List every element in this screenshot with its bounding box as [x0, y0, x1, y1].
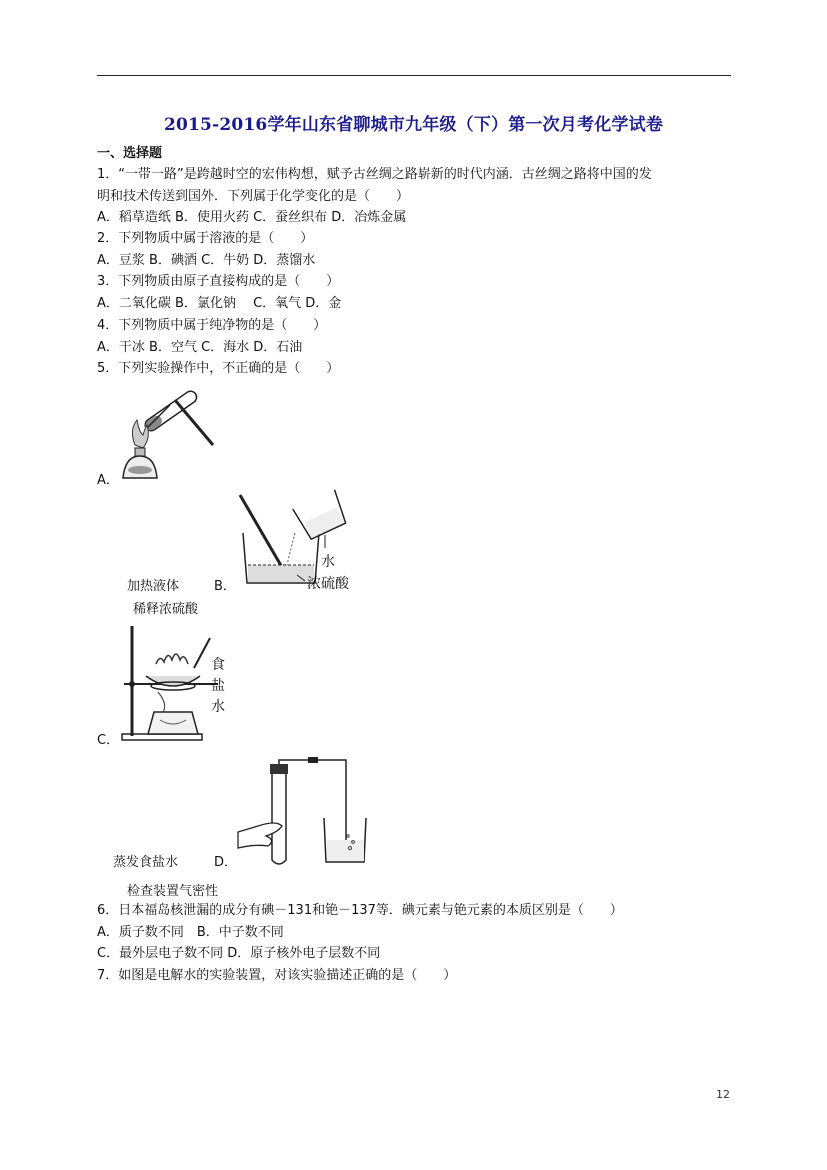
q6-stem: 6．日本福岛核泄漏的成分有碘－131和铯－137等．碘元素与铯元素的本质区别是（ ）	[97, 903, 623, 918]
q1-stem-line2: 明和技术传送到国外．下列属于化学变化的是（ ）	[97, 189, 410, 204]
q5-label-c1: 食	[211, 657, 225, 673]
q5-option-c-caption: 蒸发食盐水	[113, 855, 179, 870]
q2-stem: 2．下列物质中属于溶液的是（ ）	[97, 231, 314, 246]
page-title: 2015-2016学年山东省聊城市九年级（下）第一次月考化学试卷	[163, 115, 664, 135]
q5-option-c-letter: C．	[97, 733, 120, 748]
airtight-figure	[236, 760, 366, 870]
q2-options: A．豆浆 B．碘酒 C．牛奶 D．蒸馏水	[97, 253, 316, 268]
q4-stem: 4．下列物质中属于纯净物的是（ ）	[97, 318, 327, 333]
q5-option-b-letter: B．	[214, 579, 236, 594]
header-rule	[97, 75, 731, 76]
q5-option-d-caption: 检查装置气密性	[127, 884, 219, 899]
q3-stem: 3．下列物质由原子直接构成的是（ ）	[97, 274, 340, 289]
q5-option-d-letter: D．	[214, 855, 238, 870]
page-number: 12	[716, 1088, 730, 1101]
q6-options-1: A．质子数不同 B．中子数不同	[97, 925, 284, 940]
q5-label-water: 水	[321, 554, 335, 570]
q5-option-a-caption: 加热液体	[127, 579, 180, 594]
q5-label-c3: 水	[211, 699, 225, 715]
q7-stem: 7．如图是电解水的实验装置，对该实验描述正确的是（ ）	[97, 968, 457, 983]
evaporate-figure	[118, 624, 218, 742]
q5-stem: 5．下列实验操作中，不正确的是（ ）	[97, 361, 340, 376]
q4-options: A．干冰 B．空气 C．海水 D．石油	[97, 340, 303, 355]
heating-liquid-figure	[115, 390, 220, 485]
q3-options: A．二氧化碳 B．氯化钠 C．氧气 D．金	[97, 296, 342, 311]
q5-label-acid: 浓硫酸	[307, 576, 349, 592]
q5-option-b-caption: 稀释浓硫酸	[133, 602, 199, 617]
q1-stem-line1: 1．“一带一路”是跨越时空的宏伟构想，赋予古丝绸之路崭新的时代内涵．古丝绸之路将中国的发	[97, 167, 652, 182]
section-heading: 一、选择题	[97, 146, 163, 161]
q1-options: A．稻草造纸 B．使用火药 C．蚕丝织布 D．冶炼金属	[97, 210, 407, 225]
q5-label-c2: 盐	[211, 678, 225, 694]
q5-option-a-letter: A．	[97, 473, 119, 488]
q6-options-2: C．最外层电子数不同 D．原子核外电子层数不同	[97, 946, 381, 961]
